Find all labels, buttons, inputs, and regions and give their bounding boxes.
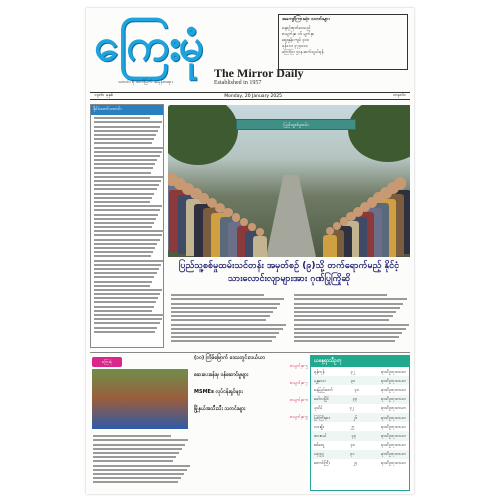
- photo-banner: ပြည်သူ့စစ်မှုထမ်း: [236, 119, 356, 130]
- index-item: [194, 389, 308, 403]
- index-item: [194, 355, 308, 369]
- text-line: [294, 328, 406, 330]
- masthead-title-myanmar: ကြေးမုံ: [94, 20, 202, 71]
- weather-row: [311, 395, 409, 404]
- person-figure: [253, 236, 266, 257]
- weather-cond: ရာသီဥတုသာယာ: [381, 423, 406, 429]
- weather-temp: ၃၂: [349, 405, 354, 411]
- weather-temp: ၂၅: [350, 423, 355, 429]
- text-line: [94, 293, 160, 295]
- weather-table-heading: ယနေ့ရာသီဥတု: [311, 356, 409, 367]
- text-line: [93, 465, 190, 467]
- index-item: [194, 372, 308, 386]
- text-line: [94, 264, 161, 266]
- text-line: [171, 332, 279, 334]
- weather-cond: ရာသီဥတုသာယာ: [381, 432, 406, 438]
- feature-photo: [92, 369, 188, 429]
- index-item: [194, 406, 308, 420]
- text-line: [94, 167, 153, 169]
- text-line: [94, 205, 162, 207]
- weather-cond: ရာသီဥတုသာယာ: [381, 405, 406, 411]
- text-line: [171, 303, 280, 305]
- index-item-page: စာမျက်နှာ-၈: [289, 397, 308, 402]
- text-line: [94, 134, 156, 136]
- text-line: [294, 336, 399, 338]
- text-line: [94, 310, 152, 312]
- text-line: [294, 311, 396, 313]
- weather-table: [310, 355, 410, 491]
- text-line: [94, 151, 162, 153]
- index-item-page: စာမျက်နှာ-၅: [289, 363, 308, 368]
- top-box-line: စာမျက်နှာ ၁၆ မျက်နှာ: [282, 31, 315, 36]
- index-item-text: (၁၀) ကြိမ်မြောက် ဒေသတွင်းလယ်ယာ: [194, 355, 266, 361]
- weather-city: ပခုက္ကူ: [314, 451, 324, 457]
- left-column-heading: နိုင်ငံတော်သတင်း: [91, 105, 163, 115]
- weather-city: လားရှိုး: [314, 423, 324, 429]
- weather-city: မော်လမြိုင်: [314, 396, 330, 402]
- text-line: [294, 315, 393, 317]
- weather-cond: ရာသီဥတုသာယာ: [381, 442, 406, 448]
- dateline-left: ၁၃၈၆ ခုနှစ်: [94, 93, 113, 98]
- feature-text: [90, 433, 190, 485]
- text-line: [94, 184, 159, 186]
- text-line: [94, 234, 162, 236]
- weather-cond: ရာသီဥတုသာယာ: [381, 451, 406, 457]
- weather-row: [311, 422, 409, 431]
- top-info-box: [278, 14, 408, 70]
- text-line: [93, 444, 185, 446]
- top-box-title: အကျော်ကြားဆုံး သတင်းများ: [282, 17, 330, 22]
- newspaper-page: [86, 8, 414, 494]
- text-line: [294, 303, 403, 305]
- weather-cond: ရာသီဥတုသာယာ: [381, 414, 406, 420]
- top-box-line: ဖုန်း ၀၁ ၃၇၄၀၁၀: [282, 43, 308, 48]
- weather-city: ပုသိမ်: [314, 405, 323, 411]
- weather-temp: ၂၄: [353, 460, 358, 466]
- top-box-line: ဈေးနှုန်း ကျပ် ၃၀၀: [282, 37, 310, 42]
- text-line: [94, 289, 162, 291]
- article-column: [291, 292, 410, 348]
- text-line: [94, 230, 164, 232]
- main-article-body: [168, 292, 410, 348]
- person-head: [256, 228, 264, 236]
- weather-row: [311, 376, 409, 385]
- text-line: [294, 332, 402, 334]
- text-line: [171, 307, 277, 309]
- text-line: [94, 322, 160, 324]
- index-item-page: စာမျက်နှာ-၉: [289, 414, 308, 419]
- masthead-title-english: The Mirror Daily: [214, 66, 304, 80]
- weather-cond: ရာသီဥတုသာယာ: [381, 386, 406, 392]
- person-head: [240, 218, 248, 226]
- text-line: [171, 328, 283, 330]
- text-line: [94, 159, 157, 161]
- weather-city: တောင်ကြီး: [314, 460, 330, 466]
- text-line: [94, 297, 158, 299]
- text-line: [171, 315, 270, 317]
- bottom-section: [90, 352, 410, 493]
- article-column: [168, 292, 287, 348]
- weather-temp: ၃၃: [351, 432, 357, 438]
- text-line: [94, 201, 150, 203]
- text-line: [94, 306, 154, 308]
- tree-foliage: [168, 105, 238, 165]
- text-line: [94, 318, 162, 320]
- bottom-feature: [90, 355, 192, 491]
- text-line: [294, 340, 395, 342]
- text-line: [94, 209, 160, 211]
- text-line: [171, 311, 273, 313]
- text-line: [94, 247, 155, 249]
- text-line: [94, 260, 163, 262]
- text-line: [94, 172, 151, 174]
- tree-foliage: [348, 105, 410, 162]
- left-column-text: [91, 117, 163, 333]
- text-line: [171, 298, 284, 300]
- text-line: [94, 239, 160, 241]
- text-line: [294, 319, 389, 321]
- dateline-date: Monday, 20 January 2025: [224, 93, 282, 99]
- text-line: [94, 222, 154, 224]
- front-page-photo: [168, 105, 410, 257]
- weather-city: နေပြည်တော်: [314, 386, 333, 392]
- feature-badge: ကြေးမုံ: [92, 357, 122, 367]
- text-line: [94, 188, 157, 190]
- weather-city: ထားဝယ်: [314, 432, 327, 438]
- text-line: [94, 176, 163, 178]
- left-news-column: [90, 104, 164, 348]
- weather-cond: ရာသီဥတုသာယာ: [381, 460, 406, 466]
- person-head: [248, 223, 256, 231]
- text-line: [94, 121, 162, 123]
- text-line: [294, 298, 407, 300]
- text-line: [94, 130, 158, 132]
- weather-temp: ၃၀: [350, 442, 356, 448]
- road: [266, 175, 316, 257]
- text-line: [94, 138, 154, 140]
- masthead-established: Established in 1957: [214, 80, 262, 86]
- person-figure: [323, 235, 337, 257]
- text-line: [94, 142, 152, 144]
- weather-row: [311, 385, 409, 394]
- text-line: [94, 243, 157, 245]
- text-line: [171, 336, 276, 338]
- index-item-text: မြို့နယ်အသီးသီး သတင်းများ: [194, 406, 246, 412]
- text-line: [94, 147, 164, 149]
- news-index: [194, 355, 308, 491]
- index-item-text: ဆေးပေးခန်းမှ ဝန်ဆောင်မှုများ: [194, 372, 249, 378]
- weather-row: [311, 431, 409, 440]
- index-item-text: MSMEs လုပ်ငန်းရှင်များ: [194, 389, 243, 395]
- text-line: [94, 214, 158, 216]
- text-line: [93, 477, 181, 479]
- text-line: [93, 448, 182, 450]
- weather-city: မြစ်ကြီးနား: [314, 414, 330, 420]
- weather-row: [311, 413, 409, 422]
- text-line: [94, 272, 157, 274]
- text-line: [94, 155, 160, 157]
- text-line: [94, 255, 151, 257]
- text-line: [93, 473, 184, 475]
- text-line: [94, 314, 164, 316]
- text-line: [94, 251, 153, 253]
- text-line: [94, 285, 150, 287]
- weather-temp: ၃၀: [350, 377, 356, 383]
- weather-row: [311, 459, 409, 468]
- masthead-tagline: သတင်း စုံ ထက်မြက် အမှန်တရား: [118, 80, 173, 85]
- weather-row: [311, 404, 409, 413]
- weather-table-rows: [311, 367, 409, 468]
- text-line: [94, 276, 154, 278]
- dateline-bar: [90, 92, 410, 100]
- text-line: [94, 193, 154, 195]
- text-line: [94, 301, 156, 303]
- text-line: [171, 340, 272, 342]
- weather-temp: ၃၃: [352, 396, 358, 402]
- weather-row: [311, 450, 409, 459]
- text-line: [94, 197, 152, 199]
- top-box-line: နေ့စဉ်ထုတ်ဝေသည်: [282, 25, 311, 30]
- weather-temp: ၂၆: [353, 414, 358, 420]
- text-line: [94, 117, 150, 119]
- text-line: [94, 226, 152, 228]
- text-line: [94, 126, 160, 128]
- text-line: [94, 331, 155, 333]
- weather-cond: ရာသီဥတုသာယာ: [381, 377, 406, 383]
- main-headline: ပြည်သူ့စစ်မှုထမ်းသင်တန်း အမှတ်စဉ် (၉)သို့ တက်ရောက်မည့် နိုင်ငံ့သားလောင်းလျာများအား ဂုဏ်ပြုကြိုဆို: [178, 261, 400, 284]
- text-line: [93, 460, 173, 462]
- weather-city: စစ်တွေ: [314, 442, 325, 448]
- text-line: [171, 319, 266, 321]
- text-line: [94, 163, 155, 165]
- text-line: [93, 456, 176, 458]
- masthead: [86, 8, 414, 90]
- person-head: [326, 227, 334, 235]
- top-box-line: ကြော်ငြာ ဌာန ဆက်သွယ်ရန်: [282, 49, 324, 54]
- text-line: [93, 469, 187, 471]
- weather-row: [311, 441, 409, 450]
- text-line: [294, 307, 400, 309]
- text-line: [171, 324, 286, 326]
- text-line: [94, 268, 159, 270]
- weather-temp: ၃၁: [350, 451, 355, 457]
- text-line: [93, 481, 178, 483]
- text-line: [93, 452, 179, 454]
- weather-temp: ၃၁: [354, 386, 360, 392]
- dateline-right: တနင်္လာ: [393, 93, 406, 98]
- weather-row: [311, 367, 409, 376]
- weather-city: မန္တလေး: [314, 377, 326, 383]
- text-line: [94, 281, 152, 283]
- text-line: [294, 324, 409, 326]
- weather-cond: ရာသီဥတုသာယာ: [381, 396, 406, 402]
- weather-city: ရန်ကုန်: [314, 368, 325, 374]
- text-line: [94, 218, 156, 220]
- text-line: [94, 327, 157, 329]
- weather-temp: ၃၂: [350, 368, 355, 374]
- text-line: [93, 435, 171, 437]
- index-item-page: စာမျက်နှာ-၇: [289, 380, 308, 385]
- text-line: [171, 294, 264, 296]
- weather-cond: ရာသီဥတုသာယာ: [381, 368, 406, 374]
- text-line: [294, 294, 387, 296]
- text-line: [93, 439, 188, 441]
- text-line: [94, 180, 161, 182]
